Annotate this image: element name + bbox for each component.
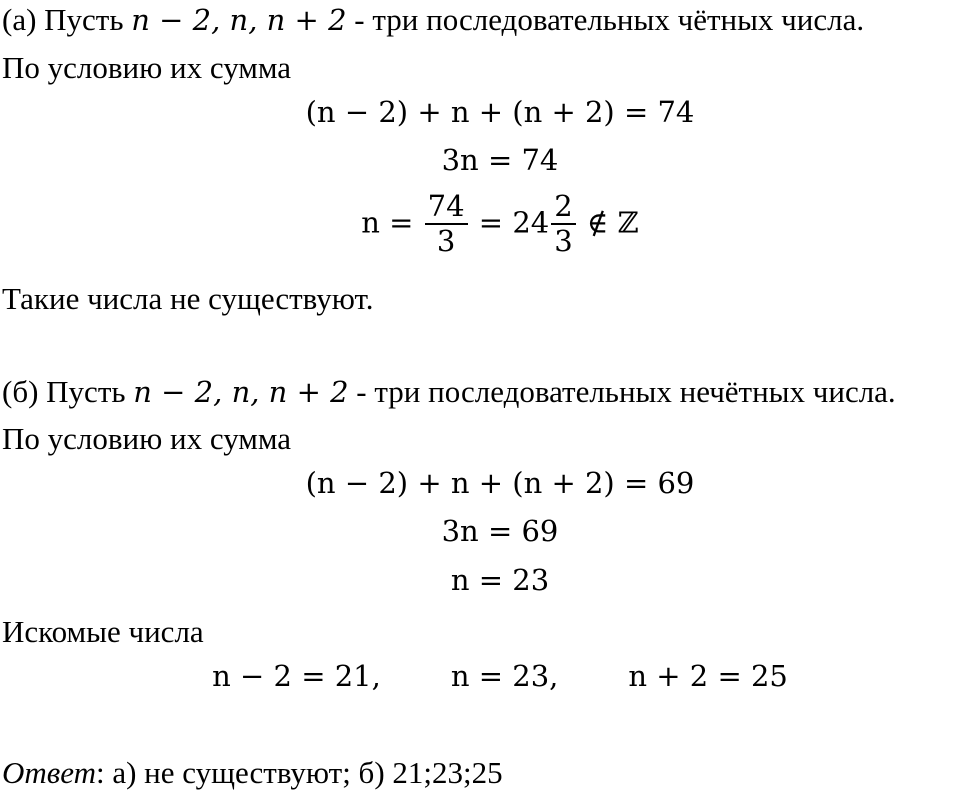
- part-a-condition: По условию их сумма: [2, 50, 292, 85]
- part-b-equation-3: n = 23: [450, 563, 550, 597]
- part-a-eq3-rhs: ∉ ℤ: [586, 205, 639, 240]
- part-b-equation-1: (n − 2) + n + (n + 2) = 69: [305, 466, 695, 500]
- mixed-fraction-part: [551, 190, 575, 259]
- part-b-vars: n − 2, n, n + 2: [133, 375, 349, 409]
- part-a-conclusion: Такие числа не существуют.: [2, 281, 374, 316]
- part-a-label: (а) Пусть: [2, 2, 124, 37]
- part-a-vars: n − 2, n, n + 2: [131, 3, 347, 37]
- part-b-numbers: [0, 659, 960, 693]
- part-b-condition: По условию их сумма: [2, 421, 292, 456]
- part-b-label: (б) Пусть: [2, 374, 126, 409]
- part-a-equation-1: (n − 2) + n + (n + 2) = 74: [305, 95, 695, 129]
- part-a-desc: - три последовательных чётных числа.: [354, 2, 865, 37]
- part-b-intro: [2, 376, 896, 407]
- number-first: n − 2 = 21,: [212, 659, 381, 693]
- answer-label: Ответ: [2, 755, 96, 790]
- mixed-fraction-denominator: 3: [554, 224, 573, 259]
- part-b-equation-2: 3n = 69: [441, 514, 559, 548]
- fraction-numerator: 74: [425, 190, 468, 225]
- answer-text: : а) не существуют; б) 21;23;25: [95, 755, 503, 790]
- fraction-74-over-3: [425, 190, 468, 259]
- part-b-sought: Искомые числа: [2, 614, 204, 649]
- fraction-denominator: 3: [436, 224, 456, 259]
- number-second: n = 23,: [450, 659, 559, 693]
- mixed-fraction-numerator: 2: [551, 190, 575, 225]
- part-a-intro: [2, 4, 864, 35]
- part-a-eq3-lhs: n =: [361, 205, 414, 240]
- number-third: n + 2 = 25: [628, 659, 788, 693]
- part-a-eq3-mid: = 24: [478, 205, 550, 240]
- part-b-desc: - три последовательных нечётных числа.: [356, 374, 896, 409]
- answer-line: [2, 757, 503, 788]
- part-a-equation-3: [0, 190, 960, 259]
- part-a-equation-2: 3n = 74: [441, 143, 559, 177]
